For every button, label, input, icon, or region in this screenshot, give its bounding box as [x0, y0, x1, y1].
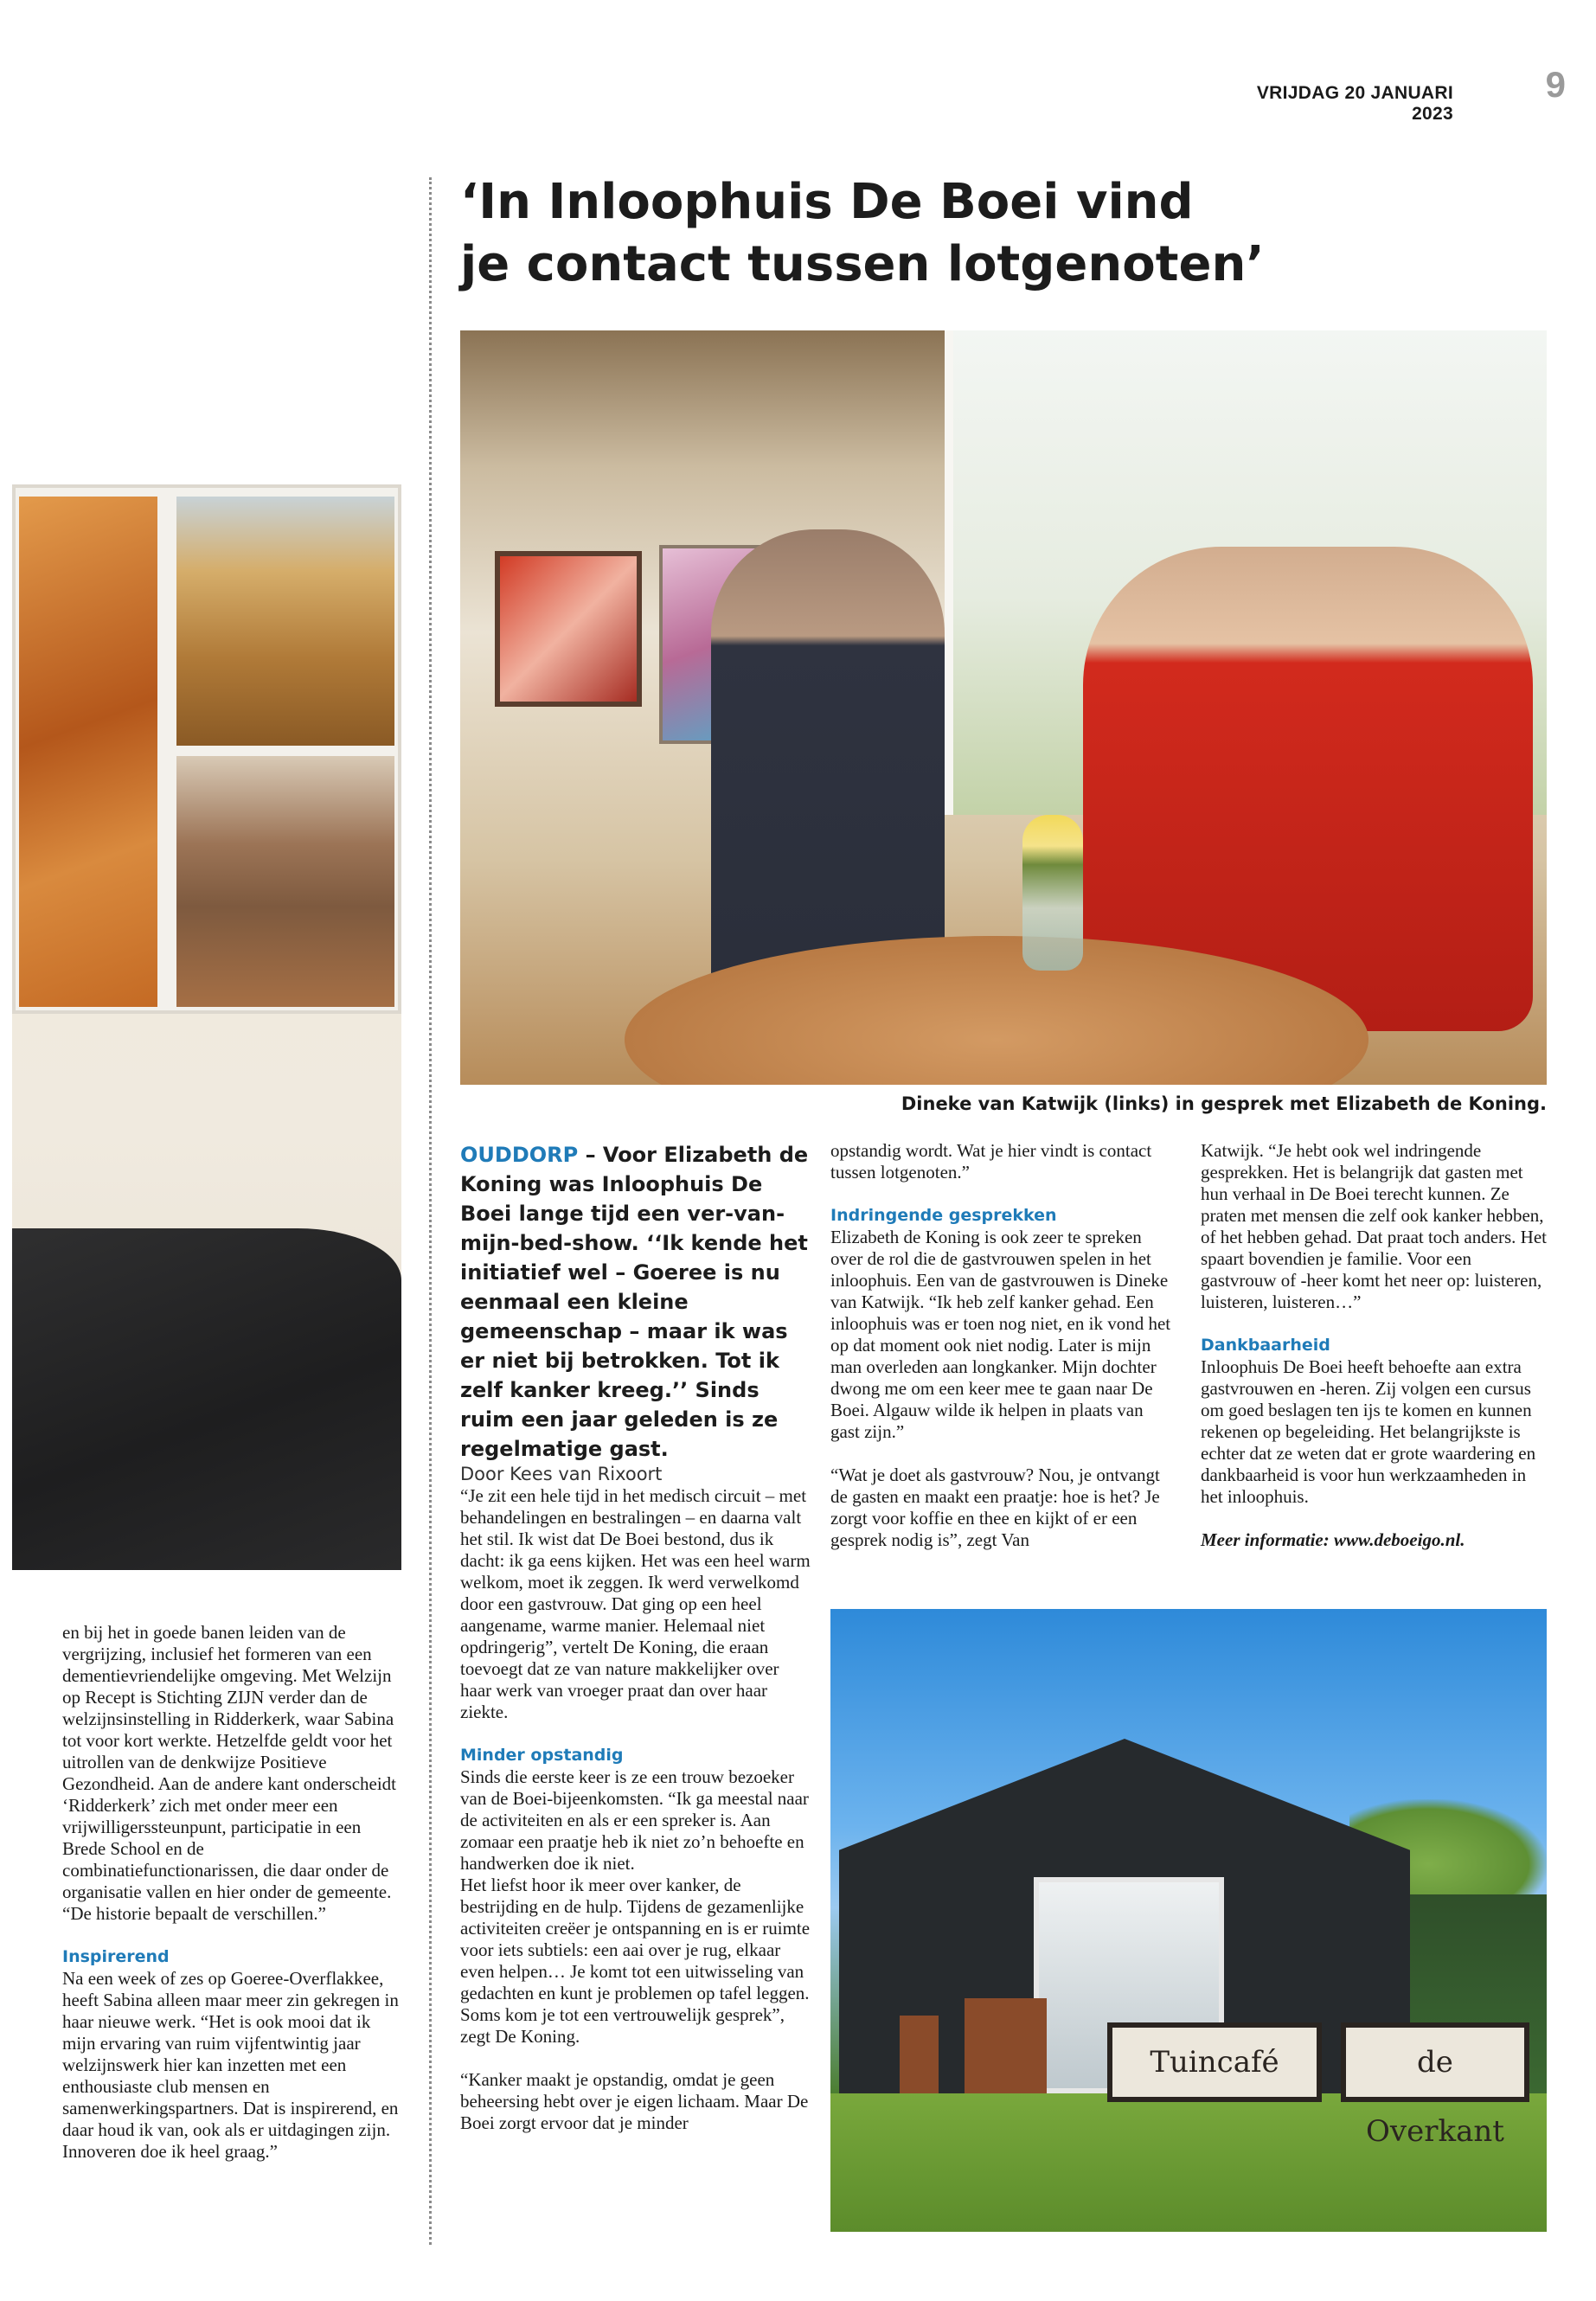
article-column-2 — [830, 1140, 1176, 1551]
article-paragraph: “Kanker maakt je opstandig, omdat je geen beheersing hebt over je eigen lichaam. Maar De Boei zorgt ervoor dat je minder — [460, 2069, 809, 2133]
page-number: 9 — [1545, 64, 1566, 105]
left-column — [62, 1622, 404, 2163]
article-paragraph: Inloophuis De Boei heeft behoefte aan extra gastvrouwen en -heren. Zij volgen een cursus om goed beslagen ten ijs te komen en kunnen rekenen op begeleiding. Het belangrijkste is echter dat ze weten dat er grote waardering en dankbaarheid is voor hun werkzaamheden in het inloophuis. — [1201, 1356, 1536, 1507]
photo-caption: Dineke van Katwijk (links) in gesprek met Elizabeth de Koning. — [901, 1093, 1547, 1114]
headline-line-1: ‘In Inloophuis De Boei vind — [460, 174, 1194, 230]
artwork-canyon-orange — [19, 497, 157, 1007]
photo-tuincafe — [830, 1609, 1547, 2232]
artwork-hoodoos — [176, 497, 394, 746]
article-paragraph: Sinds die eerste keer is ze een trouw bezoeker van de Boei-bijeenkomsten. “Ik ga meestal naar de activiteiten en als er een spreker is. Aan zomaar een praatje heb ik niet zo’n behoefte en handwerken doe ik niet. — [460, 1766, 809, 1874]
sign-text-tuincafe: Tuincafé — [1112, 2028, 1317, 2097]
left-column-paragraph: en bij het in goede banen leiden van de vergrijzing, inclusief het formeren van een dementievriendelijke omgeving. Met Welzijn op Recept is Stichting ZIJN verder dan de welzijnsinstelling in Ridderkerk, waar Sabina tot voor kort werkte. Hetzelfde geldt voor het uitrollen van de denkwijze Positieve Gezondheid. Aan de andere kant onderscheidt ‘Ridderkerk’ zich met onder meer een vrijwilligerssteunpunt, participatie in een Brede School en de combinatiefunctionarissen, die daar onder de organisatie vallen en hier onder de gemeente. “De historie bepaalt de verschillen.” — [62, 1622, 397, 1924]
article-column-3 — [1201, 1140, 1547, 1551]
planter — [965, 1998, 1047, 2093]
article-paragraph: “Wat je doet als gastvrouw? Nou, je ontvangt de gasten en maakt een praatje: hoe is het? Je zorgt voor koffie en thee en kijkt of er een gesprek nodig is”, zegt Van — [830, 1465, 1160, 1550]
photo-main-conversation — [460, 330, 1547, 1085]
article-paragraph: Katwijk. “Je hebt ook wel indringende gesprekken. Het is belangrijk dat gasten met hun verhaal in De Boei terecht kunnen. Ze praten met mensen die zelf ook kanker hebben, of het hebben gehad. Dat praat toch anders. Het spaart bovendien je familie. Voor een gastvrouw of -heer komt het neer op: luisteren, luisteren, luisteren…” — [1201, 1140, 1548, 1312]
flower-vase — [1022, 815, 1083, 971]
painting-red — [495, 551, 642, 707]
issue-date: VRIJDAG 20 JANUARI 2023 — [1256, 83, 1453, 124]
article-column-1 — [460, 1140, 811, 2134]
headline-line-2: je contact tussen lotgenoten’ — [460, 236, 1265, 292]
article-paragraph: Elizabeth de Koning is ook zeer te spreken over de rol die de gastvrouwen spelen in het inloophuis. Een van de gastvrouwen is Dineke van Katwijk. “Ik heb zelf kanker gehad. Een inloophuis was er toen nog niet, en ik vond het op dat moment ook niet nodig. Later is mijn man overleden aan longkanker. Mijn dochter dwong me om een keer mee te gaan naar De Boei. Algauw wilde ik helpen in plaats van gast zijn.” — [830, 1227, 1171, 1442]
byline: Door Kees van Rixoort — [460, 1464, 663, 1484]
article-lead — [460, 1140, 811, 1464]
artwork-canyon-view — [176, 756, 394, 1007]
article-paragraph: Het liefst hoor ik meer over kanker, de bestrijding en de hulp. Tijdens de gezamenlijke activiteiten creëer je ontspanning en is er ruimte voor iets subtiels: een aai over je rug, elkaar even helpen… Je komt tot een uitwisseling van gedachten en kunt je problemen op tafel leggen. Soms kom je tot een vertrouwelijk gesprek”, zegt De Koning. — [460, 1875, 811, 2047]
more-info: Meer informatie: www.deboeigo.nl. — [1201, 1529, 1465, 1550]
headline — [460, 171, 1550, 296]
left-column-paragraph: Na een week of zes op Goeree-Overflakkee, heeft Sabina alleen maar meer zin gekregen in haar nieuwe werk. “Het is ook mooi dat ik mijn ervaring van ruim vijfentwintig jaar welzijnswerk hier kan inzetten met een enthousiaste club mensen en samenwerkingspartners. Dat is inspirerend, en daar houd ik van, ook als er uitdagingen zijn. Innoveren doe ik heel graag.” — [62, 1968, 399, 2162]
sign-tuincafe — [1107, 2022, 1322, 2102]
column-divider — [429, 177, 432, 2245]
article-paragraph: “Je zit een hele tijd in het medisch circuit – met behandelingen en bestralingen – en daarna valt het stil. Ik wist dat De Boei bestond, dus ik dacht: ik ga eens kijken. Het was een heel warm welkom, moet ik zeggen. Ik werd verwelkomd door een gastvrouw. Dat ging op een heel aangename, warme manier. Helemaal niet opdringerig”, vertelt De Koning, die eraan toevoegt dat ze van nature makkelijker over haar werk van vroeger praat dan over haar ziekte. — [460, 1485, 811, 1722]
dateline-place: OUDDORP — [460, 1143, 579, 1167]
framed-artwork — [12, 484, 401, 1014]
person-leather-jacket — [12, 1228, 401, 1570]
photo-left-artwork — [12, 484, 401, 1570]
lead-text: – Voor Elizabeth de Koning was Inloophuis De Boei lange tijd een ver-van-mijn-bed-show. ‘‘Ik kende het initiatief wel – Goeree is nu eenmaal een kleine gemeenschap – maar ik was er niet bij betrokken. Tot ik zelf kanker kreeg.’’ Sinds ruim een jaar geleden is ze regelmatige gast. — [460, 1143, 809, 1461]
subheading-dankbaarheid: Dankbaarheid — [1201, 1336, 1330, 1355]
sign-text-de-overkant: de Overkant — [1346, 2028, 1524, 2097]
subheading-inspirerend: Inspirerend — [62, 1947, 170, 1966]
sign-de-overkant — [1341, 2022, 1529, 2149]
planter — [900, 2016, 939, 2093]
subheading-indringende-gesprekken: Indringende gesprekken — [830, 1206, 1057, 1225]
article-paragraph: opstandig wordt. Wat je hier vindt is contact tussen lotgenoten.” — [830, 1140, 1152, 1183]
subheading-minder-opstandig: Minder opstandig — [460, 1746, 624, 1765]
